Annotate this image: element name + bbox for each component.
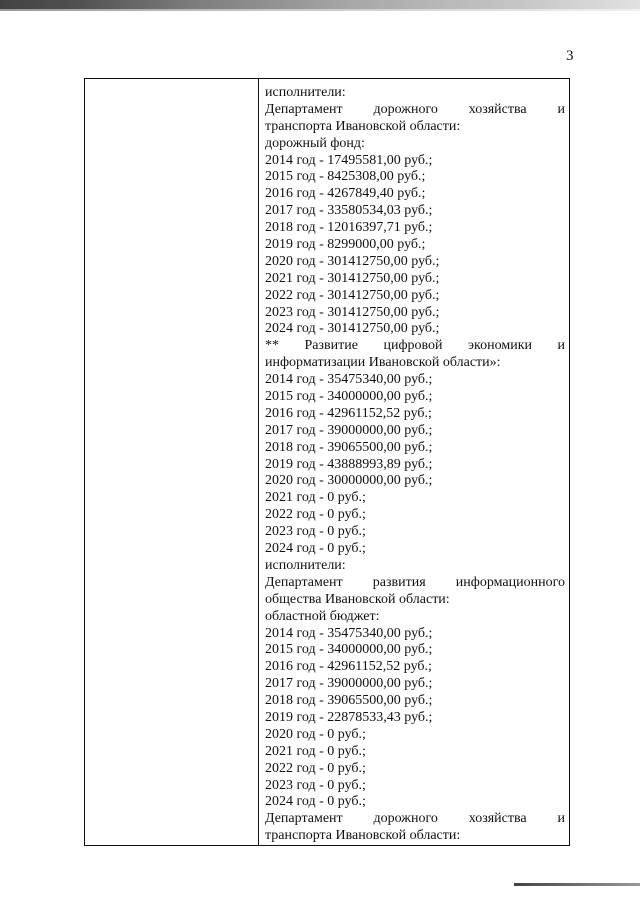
text-line: транспорта Ивановской области: (265, 118, 461, 134)
text-line: 2022 год - 301412750,00 руб.; (265, 287, 440, 303)
text-line: 2019 год - 8299000,00 руб.; (265, 237, 426, 253)
text-line: 2018 год - 39065500,00 руб.; (265, 693, 433, 709)
text-line: 2015 год - 34000000,00 руб.; (265, 389, 433, 405)
text-line: 2023 год - 0 руб.; (265, 524, 366, 540)
text-line: 2021 год - 301412750,00 руб.; (265, 270, 440, 286)
text-line: информатизации Ивановской области»: (265, 355, 501, 371)
text-line: 2017 год - 39000000,00 руб.; (265, 676, 433, 692)
text-line: 2017 год - 33580534,03 руб.; (265, 203, 433, 219)
text-line: 2023 год - 301412750,00 руб.; (265, 304, 440, 320)
text-line: 2024 год - 0 руб.; (265, 794, 366, 810)
text-line: 2014 год - 35475340,00 руб.; (265, 372, 433, 388)
text-line: 2016 год - 42961152,52 руб.; (265, 405, 432, 421)
text-line: 2018 год - 12016397,71 руб.; (265, 220, 433, 236)
text-line: 2020 год - 301412750,00 руб.; (265, 253, 440, 269)
scan-artifact-bottom (514, 883, 640, 886)
text-line: транспорта Ивановской области: (265, 828, 461, 844)
table-left-cell (85, 79, 259, 845)
text-line: 2024 год - 0 руб.; (265, 541, 366, 557)
text-line: 2022 год - 0 руб.; (265, 760, 366, 776)
text-line: ** Развитие цифровой экономики и (265, 338, 565, 354)
text-line: Департамент развития информационного (265, 574, 565, 590)
text-line: 2014 год - 17495581,00 руб.; (265, 152, 433, 168)
text-line: дорожный фонд: (265, 135, 365, 151)
text-line: общества Ивановской области: (265, 591, 450, 607)
text-line: 2019 год - 43888993,89 руб.; (265, 456, 433, 472)
text-line: 2018 год - 39065500,00 руб.; (265, 439, 433, 455)
text-line: 2014 год - 35475340,00 руб.; (265, 625, 433, 641)
text-line: 2022 год - 0 руб.; (265, 507, 366, 523)
text-line: областной бюджет: (265, 608, 380, 624)
text-line: 2020 год - 30000000,00 руб.; (265, 473, 433, 489)
text-line: 2015 год - 8425308,00 руб.; (265, 169, 426, 185)
text-line: 2020 год - 0 руб.; (265, 726, 366, 742)
text-line: исполнители: (265, 557, 346, 573)
text-line: 2016 год - 42961152,52 руб.; (265, 659, 432, 675)
text-line: Департамент дорожного хозяйства и (265, 811, 565, 827)
text-line: 2024 год - 301412750,00 руб.; (265, 321, 440, 337)
text-line: Департамент дорожного хозяйства и (265, 101, 565, 117)
text-line: 2016 год - 4267849,40 руб.; (265, 186, 426, 202)
text-line: 2023 год - 0 руб.; (265, 777, 366, 793)
document-table (84, 78, 570, 846)
table-right-cell (260, 79, 569, 845)
text-line: 2017 год - 39000000,00 руб.; (265, 422, 433, 438)
scan-artifact-top (0, 0, 640, 9)
text-line: 2021 год - 0 руб.; (265, 743, 366, 759)
text-line: 2021 год - 0 руб.; (265, 490, 366, 506)
text-line: 2019 год - 22878533,43 руб.; (265, 709, 433, 725)
page-number: 3 (566, 48, 574, 64)
text-line: 2015 год - 34000000,00 руб.; (265, 642, 433, 658)
text-line: исполнители: (265, 85, 346, 100)
